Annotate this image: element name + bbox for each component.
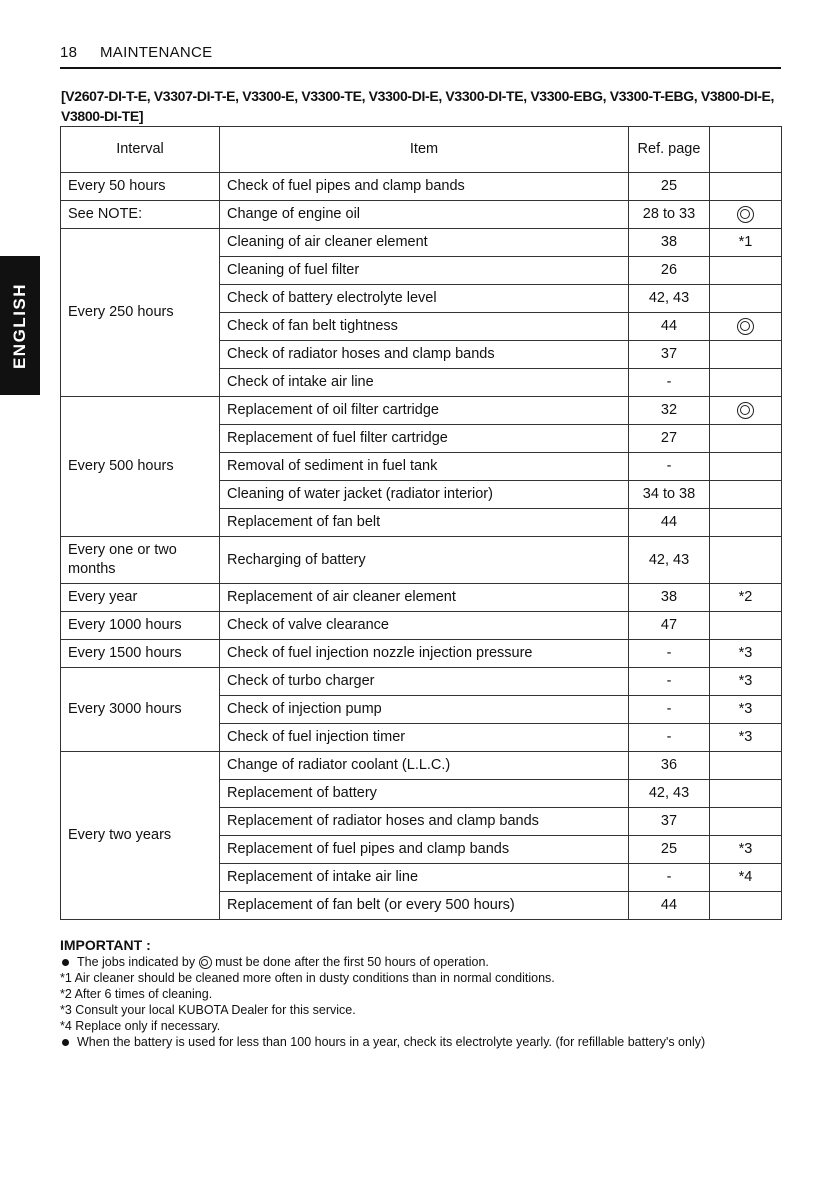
table-row — [61, 752, 782, 780]
item-cell: Recharging of battery — [220, 537, 629, 584]
interval-cell: Every 1000 hours — [61, 612, 220, 640]
table-row — [61, 612, 782, 640]
mark-cell — [710, 257, 782, 285]
mark-cell — [710, 341, 782, 369]
ref-page-cell: 26 — [629, 257, 710, 285]
header-item: Item — [220, 127, 629, 173]
ref-page-cell: 34 to 38 — [629, 481, 710, 509]
item-cell: Change of radiator coolant (L.L.C.) — [220, 752, 629, 780]
footnote: *4 Replace only if necessary. — [60, 1019, 221, 1033]
ref-page-cell: - — [629, 453, 710, 481]
item-cell: Replacement of intake air line — [220, 864, 629, 892]
section-title: MAINTENANCE — [100, 44, 213, 61]
mark-cell — [710, 201, 782, 229]
important-heading: IMPORTANT : — [60, 937, 151, 953]
header-mark — [710, 127, 782, 173]
mark-cell — [710, 537, 782, 584]
item-cell: Change of engine oil — [220, 201, 629, 229]
table-row — [61, 173, 782, 201]
ref-page-cell: - — [629, 696, 710, 724]
mark-cell: *4 — [710, 864, 782, 892]
interval-cell: Every 50 hours — [61, 173, 220, 201]
mark-cell — [710, 397, 782, 425]
mark-cell — [710, 313, 782, 341]
table-row — [61, 640, 782, 668]
ref-page-cell: - — [629, 369, 710, 397]
language-tab-label: ENGLISH — [10, 282, 29, 370]
item-cell: Replacement of radiator hoses and clamp bands — [220, 808, 629, 836]
mark-cell — [710, 752, 782, 780]
bullet-icon — [62, 959, 69, 966]
item-cell: Replacement of fuel pipes and clamp bands — [220, 836, 629, 864]
ref-page-cell: 25 — [629, 836, 710, 864]
bullet-icon — [62, 1039, 69, 1046]
note-text: The jobs indicated by — [77, 955, 196, 969]
item-cell: Check of injection pump — [220, 696, 629, 724]
ref-page-cell: 42, 43 — [629, 285, 710, 313]
mark-cell — [710, 780, 782, 808]
mark-cell: *3 — [710, 724, 782, 752]
interval-cell: Every year — [61, 584, 220, 612]
mark-cell: *3 — [710, 836, 782, 864]
interval-cell: Every 500 hours — [61, 397, 220, 537]
mark-cell — [710, 509, 782, 537]
ref-page-cell: 36 — [629, 752, 710, 780]
mark-cell — [710, 612, 782, 640]
item-cell: Replacement of oil filter cartridge — [220, 397, 629, 425]
interval-cell: See NOTE: — [61, 201, 220, 229]
mark-cell: *3 — [710, 696, 782, 724]
table-row — [61, 201, 782, 229]
mark-cell: *3 — [710, 640, 782, 668]
ref-page-cell: 44 — [629, 509, 710, 537]
ref-page-cell: 37 — [629, 341, 710, 369]
models-heading: [V2607-DI-T-E, V3307-DI-T-E, V3300-E, V3300-TE, V3300-DI-E, V3300-DI-TE, V3300-EBG, V3300-T-EBG, V3800-DI-E, V3800-DI-TE] — [61, 88, 775, 124]
item-cell: Check of fuel pipes and clamp bands — [220, 173, 629, 201]
item-cell: Replacement of air cleaner element — [220, 584, 629, 612]
mark-cell — [710, 892, 782, 920]
interval-cell: Every 250 hours — [61, 229, 220, 397]
mark-cell: *2 — [710, 584, 782, 612]
table-row — [61, 397, 782, 425]
double-circle-icon — [737, 402, 754, 419]
ref-page-cell: 38 — [629, 229, 710, 257]
header-interval: Interval — [61, 127, 220, 173]
footnote: *2 After 6 times of cleaning. — [60, 987, 213, 1001]
mark-cell — [710, 808, 782, 836]
note-bullet-1 — [60, 954, 785, 970]
ref-page-cell: 44 — [629, 892, 710, 920]
interval-cell: Every 1500 hours — [61, 640, 220, 668]
mark-cell: *3 — [710, 668, 782, 696]
ref-page-cell: 38 — [629, 584, 710, 612]
ref-page-cell: 37 — [629, 808, 710, 836]
table-row — [61, 229, 782, 257]
item-cell: Check of valve clearance — [220, 612, 629, 640]
item-cell: Cleaning of water jacket (radiator interior) — [220, 481, 629, 509]
note-bullet-2 — [60, 1034, 785, 1050]
item-cell: Check of radiator hoses and clamp bands — [220, 341, 629, 369]
ref-page-cell: - — [629, 724, 710, 752]
double-circle-icon — [737, 206, 754, 223]
item-cell: Replacement of battery — [220, 780, 629, 808]
item-cell: Check of fuel injection nozzle injection pressure — [220, 640, 629, 668]
item-cell: Replacement of fuel filter cartridge — [220, 425, 629, 453]
header-divider — [60, 67, 781, 69]
item-cell: Replacement of fan belt — [220, 509, 629, 537]
item-cell: Check of fuel injection timer — [220, 724, 629, 752]
item-cell: Replacement of fan belt (or every 500 hours) — [220, 892, 629, 920]
notes-section — [60, 936, 785, 1050]
language-tab — [0, 256, 40, 395]
maintenance-schedule-table — [60, 126, 782, 920]
table-header-row — [61, 127, 782, 173]
page-header — [60, 44, 780, 61]
mark-cell — [710, 173, 782, 201]
interval-cell: Every 3000 hours — [61, 668, 220, 752]
table-row — [61, 537, 782, 584]
mark-cell — [710, 285, 782, 313]
table-row — [61, 584, 782, 612]
ref-page-cell: - — [629, 668, 710, 696]
table-body — [61, 173, 782, 920]
header-ref-page: Ref. page — [629, 127, 710, 173]
item-cell: Check of fan belt tightness — [220, 313, 629, 341]
footnote: *3 Consult your local KUBOTA Dealer for this service. — [60, 1003, 356, 1017]
ref-page-cell: 28 to 33 — [629, 201, 710, 229]
interval-cell: Every one or two months — [61, 537, 220, 584]
mark-cell: *1 — [710, 229, 782, 257]
mark-cell — [710, 425, 782, 453]
item-cell: Removal of sediment in fuel tank — [220, 453, 629, 481]
note-text: When the battery is used for less than 100 hours in a year, check its electrolyte yearly. (for refillable battery's only) — [77, 1035, 706, 1049]
ref-page-cell: - — [629, 640, 710, 668]
note-text: must be done after the first 50 hours of operation. — [215, 955, 489, 969]
item-cell: Check of intake air line — [220, 369, 629, 397]
mark-cell — [710, 369, 782, 397]
item-cell: Cleaning of air cleaner element — [220, 229, 629, 257]
ref-page-cell: 42, 43 — [629, 780, 710, 808]
ref-page-cell: 32 — [629, 397, 710, 425]
item-cell: Cleaning of fuel filter — [220, 257, 629, 285]
footnote: *1 Air cleaner should be cleaned more often in dusty conditions than in normal conditions. — [60, 971, 555, 985]
table-row — [61, 668, 782, 696]
ref-page-cell: - — [629, 864, 710, 892]
interval-cell: Every two years — [61, 752, 220, 920]
ref-page-cell: 27 — [629, 425, 710, 453]
page-number: 18 — [60, 44, 78, 61]
double-circle-icon — [737, 318, 754, 335]
item-cell: Check of turbo charger — [220, 668, 629, 696]
ref-page-cell: 47 — [629, 612, 710, 640]
double-circle-icon — [199, 956, 212, 969]
ref-page-cell: 25 — [629, 173, 710, 201]
ref-page-cell: 44 — [629, 313, 710, 341]
mark-cell — [710, 481, 782, 509]
item-cell: Check of battery electrolyte level — [220, 285, 629, 313]
ref-page-cell: 42, 43 — [629, 537, 710, 584]
mark-cell — [710, 453, 782, 481]
